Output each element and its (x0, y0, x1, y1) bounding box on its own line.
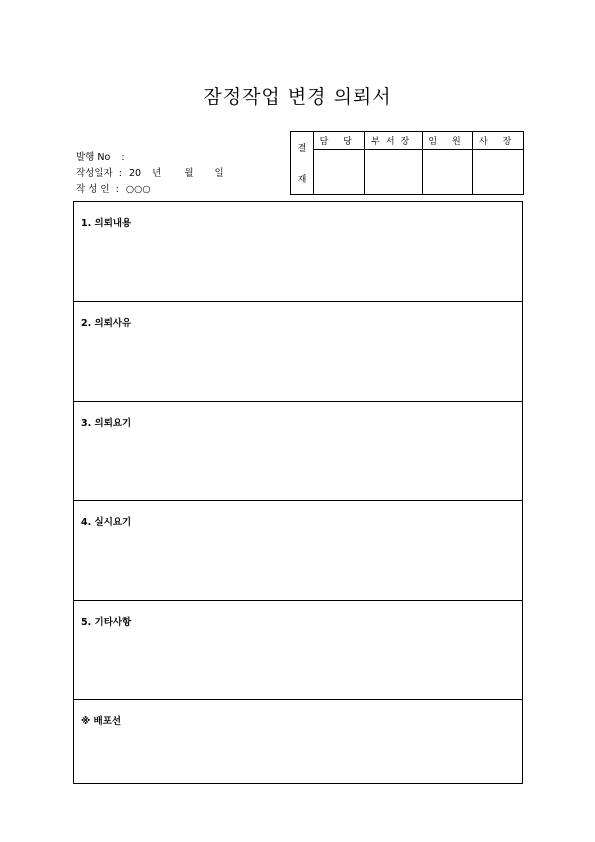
section-request-period[interactable] (74, 402, 522, 501)
issue-number-separator: : (121, 152, 125, 163)
author-label: 작 성 인 (76, 184, 110, 195)
section-title: ※ 배포선 (81, 716, 122, 727)
approval-sign-president[interactable] (473, 150, 524, 195)
issue-number-label: 발행 No (76, 152, 111, 163)
date-label: 작성일자 (76, 168, 113, 179)
section-title: 3. 의뢰요기 (81, 418, 132, 429)
request-sections (73, 201, 523, 784)
author-separator: : (115, 184, 119, 195)
section-other-notes[interactable] (74, 601, 522, 700)
section-title: 4. 실시요기 (81, 517, 132, 528)
section-request-content[interactable] (74, 202, 522, 302)
author-row (76, 181, 151, 195)
section-execution-period[interactable] (74, 501, 522, 601)
section-request-reason[interactable] (74, 302, 522, 402)
issue-number-row (76, 149, 125, 163)
date-year: 20 (128, 168, 142, 179)
date-separator: : (118, 168, 122, 179)
approval-header-executive: 임 원 (422, 132, 473, 150)
section-distribution[interactable] (74, 700, 522, 783)
approval-header-staff: 담 당 (314, 132, 365, 150)
section-title: 5. 기타사항 (81, 617, 132, 628)
approval-sign-staff[interactable] (314, 150, 365, 195)
date-day-unit: 일 (214, 168, 224, 179)
approval-side-label (291, 132, 314, 195)
author-value: ○○○ (125, 184, 151, 195)
section-title: 1. 의뢰내용 (81, 218, 132, 229)
approval-sign-executive[interactable] (422, 150, 473, 195)
approval-side-label-top: 결 (297, 144, 307, 154)
date-row (76, 165, 224, 179)
page-title: 잠정작업 변경 의뢰서 (203, 86, 392, 108)
date-year-unit: 년 (152, 168, 162, 179)
approval-header-president: 사 장 (473, 132, 524, 150)
approval-table (290, 131, 524, 195)
approval-sign-dept-head[interactable] (364, 150, 422, 195)
approval-header-dept-head: 부서장 (364, 132, 422, 150)
approval-side-label-bottom: 재 (297, 175, 307, 185)
section-title: 2. 의뢰사유 (81, 318, 132, 329)
date-month-unit: 월 (184, 168, 194, 179)
